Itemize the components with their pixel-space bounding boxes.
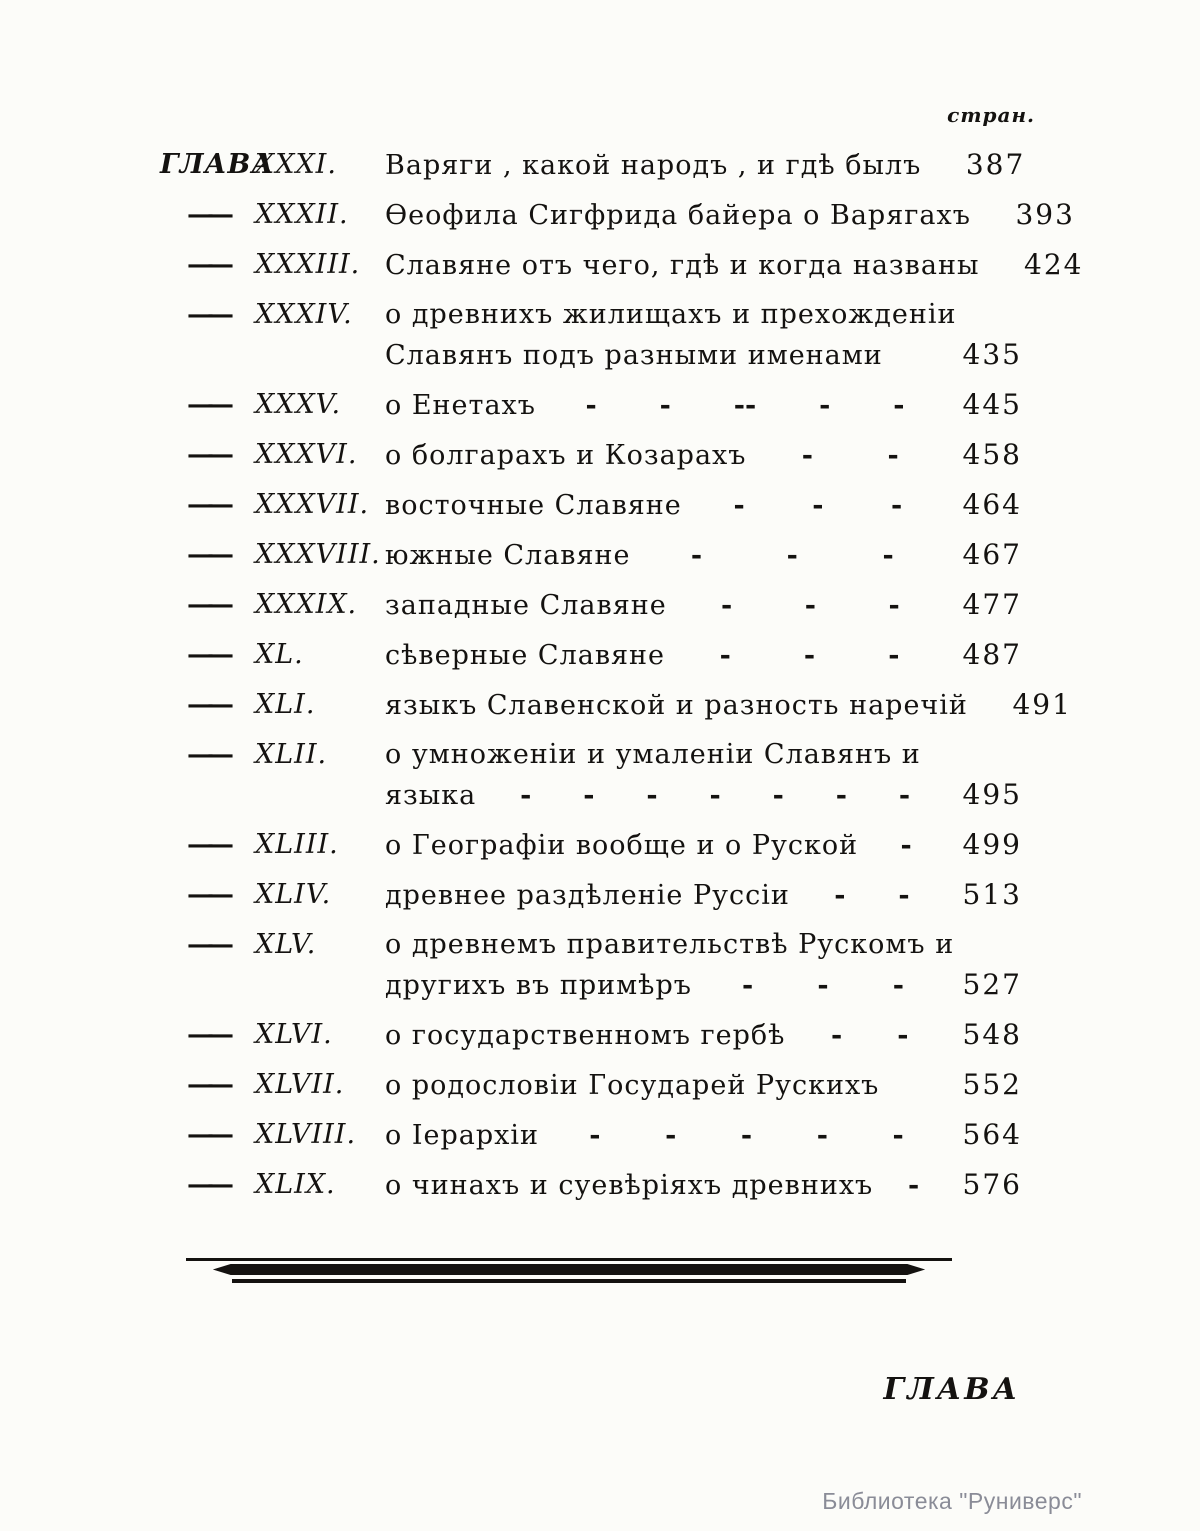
toc-line: [385, 828, 1022, 863]
chapter-title: о древнемъ правительствѣ Рускомъ и: [385, 929, 955, 960]
chapter-numeral: XLIX.: [255, 1169, 336, 1200]
chapter-numeral: XLVIII.: [255, 1119, 357, 1150]
toc-line: [385, 438, 1022, 473]
row-lines: [385, 148, 1026, 183]
page-number: 499: [962, 828, 1022, 861]
catchword: ГЛАВА: [883, 1372, 1020, 1407]
chapter-numeral: XLIV.: [255, 879, 332, 910]
chapter-numeral: XXXII.: [255, 199, 349, 230]
row-lines: [385, 828, 1022, 863]
toc-row: [160, 148, 1026, 183]
toc-row: [160, 1168, 1022, 1203]
toc-row: [160, 438, 1022, 473]
chapter-title: о родословіи Государей Рускихъ: [385, 1070, 880, 1101]
row-lines: [385, 878, 1022, 913]
chapter-title: языкъ Славенской и разность наречій: [385, 690, 968, 721]
chapter-title: о болгарахъ и Козарахъ: [385, 440, 747, 471]
row-lines: [385, 538, 1022, 573]
chapter-title: о Іерархіи: [385, 1120, 540, 1151]
page-number: 548: [962, 1018, 1022, 1051]
chapter-title: о Географіи вообще и о Руской: [385, 830, 859, 861]
rule-line-bottom: [232, 1279, 906, 1283]
row-lines: [385, 1018, 1022, 1053]
toc-row: [160, 828, 1022, 863]
row-lines: [385, 738, 1022, 813]
chapter-numeral: XXXIX.: [255, 589, 358, 620]
dash-leader: - - -: [690, 540, 894, 571]
chapter-title: о древнихъ жилищахъ и прехожденіи: [385, 299, 957, 330]
toc-line: [385, 1168, 1022, 1203]
toc-line: [385, 1018, 1022, 1053]
page-number: 552: [962, 1068, 1022, 1101]
toc-line: [385, 1068, 1022, 1103]
page-number: 477: [962, 588, 1022, 621]
toc-row: [160, 388, 1022, 423]
chapter-prefix: ——: [187, 879, 227, 910]
toc-line: [385, 688, 1072, 723]
toc-row: [160, 928, 1022, 1003]
chapter-prefix: ——: [187, 1019, 227, 1050]
dash-leader: - - -: [720, 590, 900, 621]
toc-row: [160, 298, 1022, 373]
toc-line: [385, 738, 1022, 772]
chapter-prefix: ——: [187, 829, 227, 860]
toc-row: [160, 198, 1075, 233]
chapter-prefix: ——: [187, 739, 227, 770]
toc-row: [160, 488, 1022, 523]
chapter-numeral: XLVI.: [255, 1019, 333, 1050]
chapter-numeral: XLV.: [255, 929, 317, 960]
page-number: 576: [962, 1168, 1022, 1201]
chapter-prefix: ГЛАВА: [160, 149, 275, 180]
row-lines: [385, 928, 1022, 1003]
row-lines: [385, 588, 1022, 623]
chapter-prefix: ——: [187, 489, 227, 520]
toc-list: [160, 148, 1084, 1218]
toc-line: [385, 538, 1022, 573]
dash-leader: - - - - -: [589, 1120, 904, 1151]
toc-line: [385, 198, 1075, 233]
rule-bar-thick: [213, 1264, 925, 1275]
chapter-prefix: ——: [187, 1069, 227, 1100]
toc-line: [385, 338, 1022, 373]
toc-line: [385, 638, 1022, 673]
toc-line: [385, 488, 1022, 523]
chapter-prefix: ——: [187, 439, 227, 470]
row-lines: [385, 488, 1022, 523]
dash-leader: - - -: [719, 640, 900, 671]
chapter-numeral: XXXVI.: [255, 439, 358, 470]
chapter-title: о Енетахъ: [385, 390, 536, 421]
chapter-numeral: XLIII.: [255, 829, 339, 860]
toc-row: [160, 738, 1022, 813]
chapter-title: языка: [385, 780, 477, 811]
dash-leader: - - -: [741, 970, 904, 1001]
dash-leader: - - -: [733, 490, 903, 521]
page-number: 564: [962, 1118, 1022, 1151]
page-number: 424: [1024, 248, 1084, 281]
chapter-title: южные Славяне: [385, 540, 631, 571]
chapter-title: о чинахъ и суевѣріяхъ древнихъ: [385, 1170, 874, 1201]
row-lines: [385, 388, 1022, 423]
chapter-numeral: XLI.: [255, 689, 316, 720]
chapter-prefix: ——: [187, 589, 227, 620]
row-lines: [385, 688, 1072, 723]
row-lines: [385, 438, 1022, 473]
page-number: 387: [965, 148, 1026, 181]
rule-line-top: [186, 1258, 952, 1261]
page-number: 513: [962, 878, 1022, 911]
dash-leader: - -: [830, 1020, 909, 1051]
toc-line: [385, 878, 1022, 913]
toc-row: [160, 638, 1022, 673]
chapter-title: сѣверные Славяне: [385, 640, 666, 671]
page-number: 527: [962, 968, 1022, 1001]
chapter-numeral: XL.: [255, 639, 304, 670]
toc-row: [160, 688, 1072, 723]
page-number: 393: [1015, 198, 1075, 231]
chapter-prefix: ——: [187, 639, 227, 670]
toc-line: [385, 588, 1022, 623]
row-lines: [385, 198, 1075, 233]
toc-line: [385, 148, 1026, 183]
page-number: 487: [962, 638, 1022, 671]
toc-line: [385, 1118, 1022, 1153]
chapter-numeral: XXXVII.: [255, 489, 370, 520]
chapter-title: западные Славяне: [385, 590, 667, 621]
chapter-numeral: XXXI.: [255, 149, 337, 180]
chapter-title: Славянъ подъ разными именами: [385, 340, 883, 371]
chapter-prefix: ——: [187, 1119, 227, 1150]
page-column-header: стран.: [947, 103, 1035, 127]
chapter-numeral: XXXVIII.: [255, 539, 381, 570]
page-number: 464: [962, 488, 1022, 521]
chapter-prefix: ——: [187, 389, 227, 420]
dash-leader: -: [908, 1170, 920, 1201]
chapter-numeral: XLVII.: [255, 1069, 345, 1100]
chapter-prefix: ——: [187, 199, 227, 230]
row-lines: [385, 638, 1022, 673]
page-number: 458: [962, 438, 1022, 471]
toc-row: [160, 248, 1084, 283]
toc-line: [385, 928, 1022, 962]
toc-row: [160, 1068, 1022, 1103]
chapter-prefix: ——: [187, 539, 227, 570]
page-number: 495: [962, 778, 1022, 811]
toc-row: [160, 1018, 1022, 1053]
chapter-prefix: ——: [187, 689, 227, 720]
row-lines: [385, 1168, 1022, 1203]
toc-row: [160, 538, 1022, 573]
page-number: 467: [962, 538, 1022, 571]
chapter-title: восточные Славяне: [385, 490, 682, 521]
dash-leader: -: [900, 830, 912, 861]
row-lines: [385, 1118, 1022, 1153]
toc-row: [160, 878, 1022, 913]
chapter-title: о государственномъ гербѣ: [385, 1020, 786, 1051]
toc-row: [160, 1118, 1022, 1153]
chapter-prefix: ——: [187, 929, 227, 960]
page-number: 491: [1012, 688, 1072, 721]
chapter-title: Варяги , какой народъ , и гдѣ былъ: [385, 150, 922, 181]
toc-row: [160, 588, 1022, 623]
chapter-numeral: XXXV.: [255, 389, 342, 420]
page-number: 445: [962, 388, 1022, 421]
chapter-prefix: ——: [187, 249, 227, 280]
chapter-title: о умноженіи и умаленіи Славянъ и: [385, 739, 921, 770]
row-lines: [385, 298, 1022, 373]
chapter-title: Славяне отъ чего, гдѣ и когда названы: [385, 250, 980, 281]
toc-line: [385, 388, 1022, 423]
chapter-numeral: XLII.: [255, 739, 328, 770]
toc-line: [385, 248, 1084, 283]
dash-leader: - - -- - -: [585, 390, 905, 421]
divider-ornament: [186, 1258, 952, 1283]
chapter-title: другихъ въ примѣръ: [385, 970, 692, 1001]
chapter-title: Ѳеофила Сигфрида байера о Варягахъ: [385, 200, 971, 231]
row-lines: [385, 1068, 1022, 1103]
toc-line: [385, 968, 1022, 1003]
toc-line: [385, 298, 1022, 332]
dash-leader: - - - - - - -: [520, 780, 911, 811]
chapter-prefix: ——: [187, 1169, 227, 1200]
row-lines: [385, 248, 1084, 283]
chapter-prefix: ——: [187, 299, 227, 330]
dash-leader: - -: [801, 440, 899, 471]
dash-leader: - -: [834, 880, 910, 911]
chapter-numeral: XXXIII.: [255, 249, 361, 280]
toc-line: [385, 778, 1022, 813]
chapter-numeral: XXXIV.: [255, 299, 353, 330]
page-number: 435: [962, 338, 1022, 371]
chapter-title: древнее раздѣленіе Руссіи: [385, 880, 790, 911]
watermark: Библиотека "Руниверс": [822, 1488, 1082, 1514]
